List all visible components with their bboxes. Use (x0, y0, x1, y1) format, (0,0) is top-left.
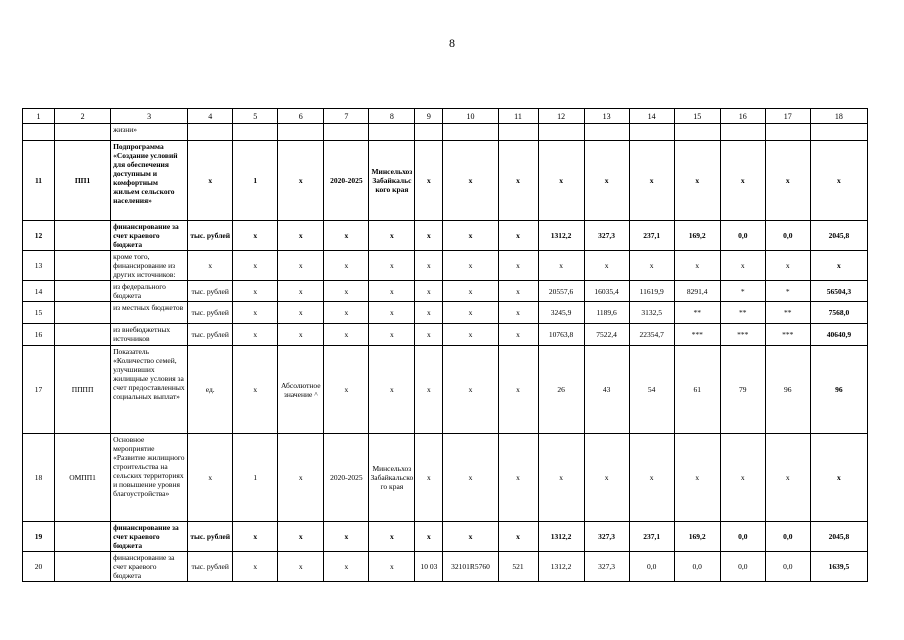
table-cell (55, 302, 111, 324)
table-cell: ПППП (55, 346, 111, 434)
table-cell: 12 (23, 221, 55, 251)
table-cell: 1639,5 (810, 552, 867, 582)
row-description: из федерального бюджета (111, 281, 188, 302)
table-cell: x (765, 251, 810, 281)
table-cell: ОМПП1 (55, 434, 111, 522)
table-cell: 16 (23, 324, 55, 346)
table-cell: 56504,3 (810, 281, 867, 302)
table-cell: x (498, 324, 538, 346)
table-cell: x (278, 434, 324, 522)
table-cell: тыс. рублей (188, 324, 233, 346)
table-cell: x (674, 434, 720, 522)
table-cell: x (233, 346, 278, 434)
table-cell: Минсельхоз Забайкальского края (369, 434, 415, 522)
table-cell: x (415, 281, 443, 302)
header-cell: 6 (278, 109, 324, 124)
table-cell (324, 124, 369, 141)
table-cell: 19 (23, 522, 55, 552)
table-cell: 327,3 (584, 552, 629, 582)
table-cell: 0,0 (720, 552, 765, 582)
table-cell: x (415, 346, 443, 434)
header-cell: 15 (674, 109, 720, 124)
table-cell: 16035,4 (584, 281, 629, 302)
table-cell (584, 124, 629, 141)
table-cell: x (443, 346, 498, 434)
table-cell: x (498, 302, 538, 324)
table-cell (443, 124, 498, 141)
table-cell: x (498, 281, 538, 302)
table-cell: *** (765, 324, 810, 346)
table-cell: x (498, 221, 538, 251)
table-cell: 8291,4 (674, 281, 720, 302)
table-cell (55, 324, 111, 346)
table-cell: x (278, 302, 324, 324)
table-cell (233, 124, 278, 141)
header-cell: 10 (443, 109, 498, 124)
table-cell: x (720, 434, 765, 522)
table-row (23, 522, 868, 552)
table-cell: x (443, 281, 498, 302)
table-cell: x (324, 281, 369, 302)
table-cell: 0,0 (720, 221, 765, 251)
table-cell: x (538, 141, 584, 221)
table-cell: 0,0 (765, 552, 810, 582)
table-cell: x (415, 324, 443, 346)
table-cell: x (629, 434, 674, 522)
header-cell: 12 (538, 109, 584, 124)
table-cell: 0,0 (765, 221, 810, 251)
table-cell: x (324, 324, 369, 346)
table-cell: x (498, 251, 538, 281)
header-cell: 11 (498, 109, 538, 124)
table-cell: x (278, 221, 324, 251)
table-cell: 0,0 (674, 552, 720, 582)
table-cell: 20 (23, 552, 55, 582)
header-row (23, 109, 868, 124)
table-cell: 327,3 (584, 522, 629, 552)
header-cell: 2 (55, 109, 111, 124)
table-cell: 1312,2 (538, 522, 584, 552)
table-cell: тыс. рублей (188, 281, 233, 302)
table-cell (538, 124, 584, 141)
table-cell (23, 124, 55, 141)
table-row (23, 141, 868, 221)
table-row (23, 434, 868, 522)
table-cell (810, 124, 867, 141)
table-cell: 20557,6 (538, 281, 584, 302)
table-cell (55, 124, 111, 141)
table-cell: 0,0 (765, 522, 810, 552)
table-cell: 1 (233, 434, 278, 522)
table-cell: x (810, 434, 867, 522)
header-cell: 1 (23, 109, 55, 124)
table-cell: 1189,6 (584, 302, 629, 324)
table-cell: Минсельхоз Забайкальского края (369, 141, 415, 221)
table-cell: x (278, 281, 324, 302)
table-cell: 1312,2 (538, 221, 584, 251)
table-cell: x (584, 251, 629, 281)
table-cell: x (188, 434, 233, 522)
table-row (23, 552, 868, 582)
table-cell: 11619,9 (629, 281, 674, 302)
header-cell: 17 (765, 109, 810, 124)
header-cell: 9 (415, 109, 443, 124)
table-cell: x (369, 251, 415, 281)
table-cell: 17 (23, 346, 55, 434)
page-number: 8 (449, 36, 455, 50)
table-cell: тыс. рублей (188, 522, 233, 552)
table-cell: 96 (765, 346, 810, 434)
row-description: из внебюджетных источников (111, 324, 188, 346)
table-cell: x (369, 302, 415, 324)
table-cell: x (369, 346, 415, 434)
table-cell: x (720, 251, 765, 281)
table-cell: x (233, 552, 278, 582)
table-cell (629, 124, 674, 141)
table-cell: x (369, 221, 415, 251)
table-cell: x (674, 141, 720, 221)
table-cell: x (443, 251, 498, 281)
table-cell: x (415, 434, 443, 522)
table-cell: x (278, 141, 324, 221)
row-description: Показатель «Количество семей, улучшивших жилищные условия за счет предоставленных социальных выплат» (111, 346, 188, 434)
table-cell: x (369, 281, 415, 302)
table-cell: 10763,8 (538, 324, 584, 346)
table-cell: x (498, 346, 538, 434)
table-cell: x (584, 141, 629, 221)
table-cell: 26 (538, 346, 584, 434)
table-cell: 79 (720, 346, 765, 434)
table-cell: x (324, 221, 369, 251)
header-cell: 16 (720, 109, 765, 124)
table-cell: x (415, 522, 443, 552)
table-cell (498, 124, 538, 141)
table-cell: *** (674, 324, 720, 346)
table-cell: x (810, 251, 867, 281)
table-cell: x (538, 251, 584, 281)
table-cell: ед. (188, 346, 233, 434)
table-cell: 43 (584, 346, 629, 434)
table-cell: x (415, 221, 443, 251)
table-cell: ** (765, 302, 810, 324)
table-cell: x (674, 251, 720, 281)
table-cell: Абсолютное значение ^ (278, 346, 324, 434)
row-description: жизни» (111, 124, 188, 141)
table-cell: 15 (23, 302, 55, 324)
table-cell: ПП1 (55, 141, 111, 221)
table-cell: x (324, 552, 369, 582)
table-cell: x (443, 434, 498, 522)
table-cell: 1 (233, 141, 278, 221)
table-cell: x (443, 141, 498, 221)
table-cell: x (415, 141, 443, 221)
table-cell: 2020-2025 (324, 434, 369, 522)
header-cell: 13 (584, 109, 629, 124)
row-description: кроме того, финансирование из других источников: (111, 251, 188, 281)
header-cell: 5 (233, 109, 278, 124)
table-cell: 32101R5760 (443, 552, 498, 582)
table-cell: 237,1 (629, 522, 674, 552)
table-cell (720, 124, 765, 141)
table-cell: 169,2 (674, 522, 720, 552)
table-cell (55, 221, 111, 251)
table-cell: x (188, 141, 233, 221)
table-cell: x (498, 141, 538, 221)
table-cell: * (720, 281, 765, 302)
row-description: финансирование за счет краевого бюджета (111, 552, 188, 582)
table-cell: 61 (674, 346, 720, 434)
table-cell: 2045,8 (810, 522, 867, 552)
table-cell: x (629, 251, 674, 281)
table-cell: x (443, 302, 498, 324)
table-cell (765, 124, 810, 141)
table-cell: x (278, 324, 324, 346)
budget-table (22, 108, 868, 582)
table-row (23, 324, 868, 346)
table-cell: x (629, 141, 674, 221)
row-description: из местных бюджетов (111, 302, 188, 324)
header-cell: 14 (629, 109, 674, 124)
table-cell: x (720, 141, 765, 221)
table-cell: 0,0 (629, 552, 674, 582)
table-cell: x (278, 522, 324, 552)
row-description: финансирование за счет краевого бюджета (111, 221, 188, 251)
table-cell (55, 552, 111, 582)
table-row (23, 281, 868, 302)
table-cell: ** (674, 302, 720, 324)
table-cell: x (369, 324, 415, 346)
table-cell: тыс. рублей (188, 302, 233, 324)
table-cell: тыс. рублей (188, 552, 233, 582)
row-description: финансирование за счет краевого бюджета (111, 522, 188, 552)
table-cell (188, 124, 233, 141)
table-cell: 521 (498, 552, 538, 582)
table-cell: x (369, 552, 415, 582)
table-cell: x (278, 251, 324, 281)
table-cell (55, 522, 111, 552)
table-cell: * (765, 281, 810, 302)
table-cell: 10 03 (415, 552, 443, 582)
table-cell: 3132,5 (629, 302, 674, 324)
table-cell: x (584, 434, 629, 522)
table-cell: x (233, 302, 278, 324)
table-cell: x (324, 522, 369, 552)
table-cell (674, 124, 720, 141)
table-cell: x (233, 324, 278, 346)
table-row (23, 346, 868, 434)
table-cell (55, 281, 111, 302)
table-cell: x (498, 522, 538, 552)
row-description: Подпрограмма «Создание условий для обеспечения доступным и комфортным жильем сельского населения» (111, 141, 188, 221)
table-cell: 14 (23, 281, 55, 302)
table-cell: 13 (23, 251, 55, 281)
table-cell: 2020-2025 (324, 141, 369, 221)
header-cell: 8 (369, 109, 415, 124)
table-row (23, 251, 868, 281)
table-cell: x (278, 552, 324, 582)
header-cell: 18 (810, 109, 867, 124)
table-cell: 54 (629, 346, 674, 434)
table-cell: 7568,0 (810, 302, 867, 324)
table-cell: x (415, 302, 443, 324)
table-cell: x (233, 221, 278, 251)
table-cell: 2045,8 (810, 221, 867, 251)
table-cell: 18 (23, 434, 55, 522)
table-cell: x (415, 251, 443, 281)
table-row (23, 124, 868, 141)
table-cell (278, 124, 324, 141)
table-row (23, 302, 868, 324)
table-row (23, 221, 868, 251)
table-cell: 3245,9 (538, 302, 584, 324)
table-cell: 7522,4 (584, 324, 629, 346)
table-cell: x (443, 324, 498, 346)
table-cell: 11 (23, 141, 55, 221)
table-cell: x (324, 302, 369, 324)
table-cell: x (188, 251, 233, 281)
table-cell: 327,3 (584, 221, 629, 251)
table-cell: 237,1 (629, 221, 674, 251)
table-cell: x (233, 251, 278, 281)
header-cell: 7 (324, 109, 369, 124)
table-cell: 0,0 (720, 522, 765, 552)
table-cell (415, 124, 443, 141)
table-cell: x (538, 434, 584, 522)
table-cell: x (443, 522, 498, 552)
table-cell: *** (720, 324, 765, 346)
table-cell: тыс. рублей (188, 221, 233, 251)
table-cell: x (369, 522, 415, 552)
table-cell: ** (720, 302, 765, 324)
table-cell: 40640,9 (810, 324, 867, 346)
header-cell: 4 (188, 109, 233, 124)
table-cell: 1312,2 (538, 552, 584, 582)
table-cell: x (233, 522, 278, 552)
table-cell: 22354,7 (629, 324, 674, 346)
table-cell: x (324, 346, 369, 434)
header-cell: 3 (111, 109, 188, 124)
table-cell: x (765, 434, 810, 522)
table-cell (55, 251, 111, 281)
table-cell: x (810, 141, 867, 221)
table-cell: x (443, 221, 498, 251)
table-cell: 96 (810, 346, 867, 434)
table-cell: x (765, 141, 810, 221)
table-cell: x (498, 434, 538, 522)
row-description: Основное мероприятие «Развитие жилищного строительства на сельских территориях и повышение уровня благоустройства» (111, 434, 188, 522)
table-cell: 169,2 (674, 221, 720, 251)
table-cell: x (233, 281, 278, 302)
table-cell (369, 124, 415, 141)
table-cell: x (324, 251, 369, 281)
